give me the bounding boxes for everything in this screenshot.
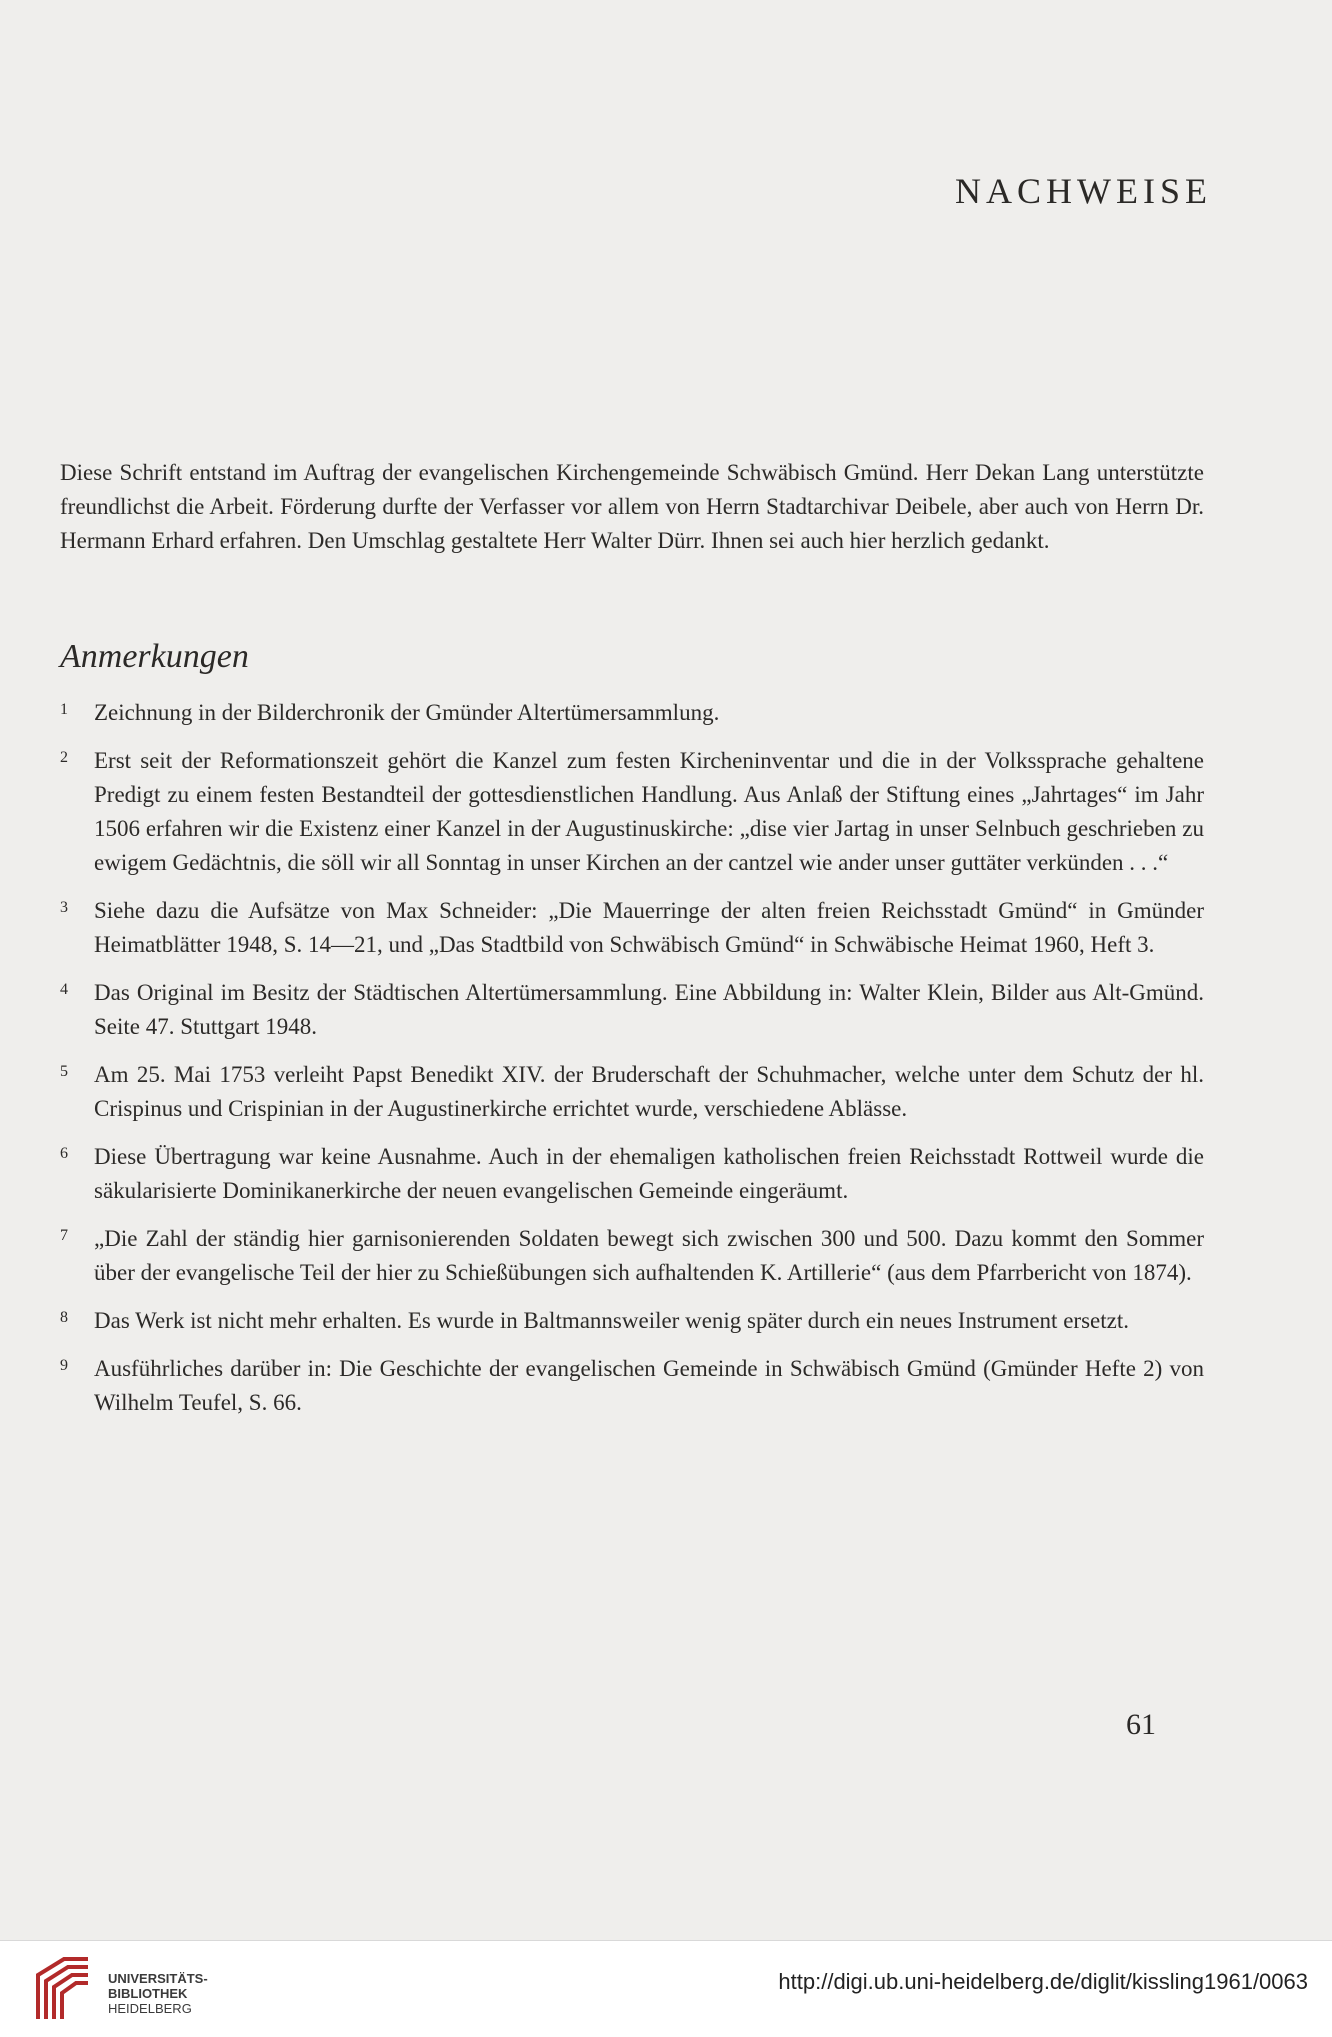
note-text: Siehe dazu die Aufsätze von Max Schneider: „Die Mauerringe der alten freien Reichsstadt Gmünd“ in Gmünder Heimatblätter 1948, S. 14—21, und „Das Stadtbild von Schwäbisch Gmünd“ in Schwäbische Heimat 1960, Heft 3. [94,898,1204,957]
note-text: Das Original im Besitz der Städtischen Altertümersammlung. Eine Abbildung in: Walter Klein, Bilder aus Alt-Gmünd. Seite 47. Stuttgart 1948. [94,980,1204,1039]
library-line: UNIVERSITÄTS- [108,1971,208,1986]
note-number: 9 [60,1357,68,1374]
note-item [60,1352,1204,1420]
note-number: 4 [60,981,68,998]
library-logo-icon [30,1953,96,2025]
note-item [60,976,1204,1044]
source-url-link[interactable]: http://digi.ub.uni-heidelberg.de/diglit/kissling1961/0063 [778,1969,1308,1994]
page-heading: NACHWEISE [955,171,1212,211]
note-text: Ausführliches darüber in: Die Geschichte der evangelischen Gemeinde in Schwäbisch Gmünd (Gmünder Hefte 2) von Wilhelm Teufel, S. 66. [94,1356,1204,1415]
note-item [60,696,1204,730]
notes-list [60,696,1204,1434]
footer-bar [0,1940,1332,2037]
note-number: 3 [60,899,68,916]
note-text: Diese Übertragung war keine Ausnahme. Auch in der ehemaligen katholischen freien Reichsstadt Rottweil wurde die säkularisierte Dominikanerkirche der neuen evangelischen Gemeinde eingeräumt. [94,1144,1204,1203]
note-item [60,1058,1204,1126]
note-number: 6 [60,1145,68,1162]
note-item [60,744,1204,880]
note-item [60,1222,1204,1290]
intro-paragraph: Diese Schrift entstand im Auftrag der evangelischen Kirchengemeinde Schwäbisch Gmünd. Herr Dekan Lang unterstützte freundlichst die Arbeit. Förderung durfte der Verfasser vor allem von Herrn Stadtarchivar Deibele, aber auch von Herrn Dr. Hermann Erhard erfahren. Den Umschlag gestaltete Herr Walter Dürr. Ihnen sei auch hier herzlich gedankt. [60,460,1204,553]
library-line: BIBLIOTHEK [108,1986,188,2001]
note-item [60,1304,1204,1338]
note-item [60,1140,1204,1208]
section-title: Anmerkungen [60,638,249,675]
note-item [60,894,1204,962]
note-text: Am 25. Mai 1753 verleiht Papst Benedikt XIV. der Bruderschaft der Schuhmacher, welche unter dem Schutz der hl. Crispinus und Crispinian in der Augustinerkirche errichtet wurde, verschiedene Ablässe. [94,1062,1204,1121]
note-number: 1 [60,701,68,718]
note-number: 2 [60,749,68,766]
note-text: Erst seit der Reformationszeit gehört die Kanzel zum festen Kircheninventar und die in der Volkssprache gehaltene Predigt zu einem festen Bestandteil der gottesdienstlichen Handlung. Aus Anlaß der Stiftung eines „Jahrtages“ im Jahr 1506 erfahren wir die Existenz einer Kanzel in der Augustinuskirche: „dise vier Jartag in unser Selnbuch geschrieben zu ewigem Gedächtnis, die söll wir all Sonntag in unser Kirchen an der cantzel wie ander unser guttäter verkünden . . .“ [94,748,1204,875]
library-name [108,1971,208,2016]
note-text: Das Werk ist nicht mehr erhalten. Es wurde in Baltmannsweiler wenig später durch ein neues Instrument ersetzt. [94,1308,1129,1333]
note-text: „Die Zahl der ständig hier garnisonierenden Soldaten bewegt sich zwischen 300 und 500. Dazu kommt den Sommer über der evangelische Teil der hier zu Schießübungen sich aufhaltenden K. Artillerie“ (aus dem Pfarrbericht von 1874). [94,1226,1204,1285]
page-number: 61 [1126,1708,1156,1741]
note-number: 7 [60,1227,68,1244]
note-number: 5 [60,1063,68,1080]
note-text: Zeichnung in der Bilderchronik der Gmünder Altertümersammlung. [94,700,720,725]
note-number: 8 [60,1309,68,1326]
library-line: HEIDELBERG [108,2001,192,2016]
